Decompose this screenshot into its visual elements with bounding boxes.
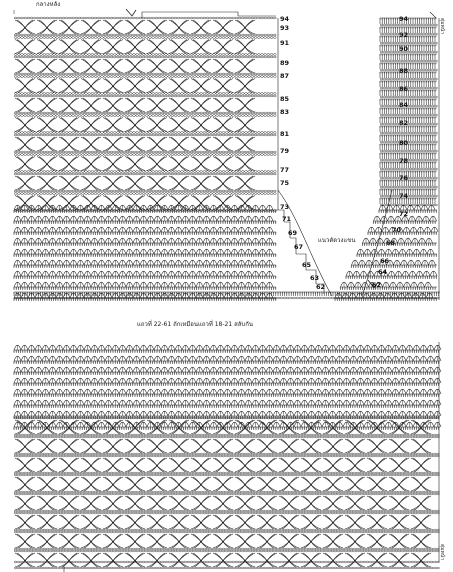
dc-row (340, 287, 437, 290)
chain-row (14, 434, 439, 436)
arch-row (14, 238, 273, 243)
chain-row (380, 33, 437, 35)
row-number-right: 66 (380, 257, 390, 265)
chain-row (14, 531, 439, 533)
row-number-right: 84 (399, 101, 409, 109)
dc-row (13, 232, 276, 235)
dc-row (13, 372, 440, 375)
dc-row (345, 276, 437, 279)
chain-row (14, 154, 276, 156)
dc-row (379, 63, 437, 69)
dc-row (379, 144, 437, 150)
dc-row (379, 54, 437, 60)
row-number-left: 79 (280, 147, 290, 155)
arch-row (363, 238, 433, 243)
arch-row (14, 216, 273, 221)
dc-row (13, 221, 276, 224)
chain-row (380, 132, 437, 134)
dc-row (373, 221, 437, 224)
cross-row (15, 79, 255, 93)
chain-row (14, 76, 276, 78)
cross-row (15, 196, 255, 210)
chain-row (380, 168, 437, 170)
chain-row (380, 105, 437, 107)
chain-row (380, 78, 437, 80)
dc-row (379, 108, 437, 114)
chain-row (14, 151, 276, 153)
row-number-left: 71 (282, 215, 292, 223)
dc-row (351, 265, 437, 268)
row-number-left: 89 (280, 59, 290, 67)
row-number-left: 63 (310, 274, 320, 282)
cross-row (15, 534, 431, 548)
dc-row (13, 243, 276, 246)
row-number-right: 94 (399, 15, 409, 23)
chain-row (14, 548, 439, 550)
chain-row (14, 510, 439, 512)
arch-row (14, 389, 441, 394)
cross-row (15, 20, 255, 34)
arch-row (14, 367, 441, 372)
center-back-label: กลางหลัง (36, 1, 61, 8)
chain-row (14, 550, 439, 552)
chain-row (380, 87, 437, 89)
row-number-left: 77 (280, 166, 290, 174)
row-number-left: 85 (280, 95, 290, 103)
chain-row (14, 436, 439, 438)
row-number-left: 67 (294, 243, 304, 251)
dc-row (379, 90, 437, 96)
neck-edge-line (430, 12, 436, 18)
row-number-left: 87 (280, 72, 290, 80)
dc-row (379, 99, 437, 105)
chain-row (14, 112, 276, 114)
chain-row (14, 134, 276, 136)
row-number-left: 83 (280, 108, 290, 116)
dc-row (379, 180, 437, 186)
chain-row (380, 141, 437, 143)
chain-row (14, 115, 276, 117)
armhole-line-label: แนวตัดวงแขน (318, 237, 356, 244)
chain-row (14, 455, 439, 457)
dc-row (367, 232, 437, 235)
chain-row (380, 60, 437, 62)
row-number-right: 92 (399, 31, 409, 39)
row-number-left: 94 (280, 15, 290, 23)
dc-row (379, 81, 437, 87)
chain-row (14, 73, 276, 75)
arch-row (341, 282, 432, 287)
chain-row (380, 69, 437, 71)
dc-row (13, 350, 440, 353)
cross-row (15, 553, 431, 567)
side-label-top: ตุ่มหน้า (439, 18, 445, 35)
row-number-right: 78 (399, 157, 409, 165)
dc-row (379, 153, 437, 159)
chain-row (14, 54, 276, 56)
dc-row (379, 15, 437, 24)
row-number-left: 73 (280, 203, 290, 211)
chain-row (14, 95, 276, 97)
arch-row (14, 260, 273, 265)
cross-row (15, 137, 255, 151)
chain-row (380, 24, 437, 26)
cross-row (15, 176, 255, 190)
row-number-right: 76 (399, 174, 409, 182)
row-number-right: 80 (399, 139, 409, 147)
chain-row (14, 34, 276, 36)
chain-row (14, 17, 276, 19)
side-label-bottom: ตุ่มหน้า (439, 544, 445, 561)
arch-row (14, 422, 441, 427)
cross-row (15, 157, 255, 171)
dc-row (13, 276, 276, 279)
chain-row (14, 491, 439, 493)
arch-row (352, 257, 436, 265)
row-number-right: 74 (399, 192, 409, 200)
row-number-right: 68 (386, 239, 396, 247)
cross-row (15, 477, 431, 491)
cross-row (15, 40, 255, 54)
chain-row (14, 171, 276, 173)
row-number-right: 62 (372, 281, 382, 289)
row-number-right: 86 (399, 85, 409, 93)
chain-row (14, 453, 439, 455)
chain-row (14, 173, 276, 175)
row-number-left: 75 (280, 179, 290, 187)
arch-row (346, 268, 437, 276)
chain-row (14, 56, 276, 58)
cross-row (15, 458, 431, 472)
chain-row (380, 186, 437, 188)
dc-row (379, 36, 437, 42)
dc-row (362, 243, 437, 246)
chain-row (14, 529, 439, 531)
row-number-right: 82 (399, 119, 409, 127)
chain-row (14, 474, 439, 476)
chain-row (380, 195, 437, 197)
chain-row (14, 493, 439, 495)
arch-row (14, 345, 441, 350)
dc-row (13, 361, 440, 364)
cross-row (15, 439, 431, 453)
row-number-right: 72 (399, 210, 409, 218)
row-number-left: 69 (288, 229, 298, 237)
cross-row (15, 59, 255, 73)
arch-row (14, 249, 273, 254)
arch-row (14, 271, 273, 276)
cross-row (15, 118, 255, 132)
repeat-note: แถวที่ 22-61 ถักเหมือนแถวที่ 18-21 สลับกัน (137, 321, 253, 328)
dc-row (379, 198, 437, 204)
dc-row (379, 27, 437, 33)
cross-row (15, 496, 431, 510)
chain-row (14, 472, 439, 474)
arch-row (14, 282, 273, 287)
chain-row (380, 177, 437, 179)
chain-row (14, 93, 276, 95)
chain-row (14, 37, 276, 39)
row-number-left: 65 (302, 261, 312, 269)
dc-row (13, 254, 276, 257)
row-number-right: 64 (378, 268, 388, 276)
chain-row (14, 190, 276, 192)
dc-row (13, 287, 276, 290)
dc-row (379, 135, 437, 141)
dc-row (13, 394, 440, 397)
chain-row (380, 150, 437, 152)
chain-row (14, 512, 439, 514)
dc-row (13, 383, 440, 386)
chain-row (380, 123, 437, 125)
dc-row (379, 189, 437, 195)
arch-row (368, 227, 438, 232)
row-number-right: 88 (399, 67, 409, 75)
dc-row (13, 405, 440, 408)
dc-row (379, 126, 437, 132)
chain-row (380, 42, 437, 44)
cross-row (15, 98, 255, 112)
row-number-left: 91 (280, 39, 290, 47)
row-number-right: 90 (399, 45, 409, 53)
dc-row (379, 171, 437, 177)
chain-row (14, 132, 276, 134)
chain-row (14, 567, 439, 569)
arch-row (14, 378, 441, 383)
row-number-right: 70 (392, 226, 402, 234)
cross-row (15, 515, 431, 529)
dc-row (379, 72, 437, 78)
row-number-left: 93 (280, 24, 290, 32)
chain-row (380, 114, 437, 116)
arch-row (14, 411, 441, 416)
arch-row (14, 400, 441, 405)
arch-row (14, 356, 441, 361)
arch-row (357, 249, 434, 254)
marker-arrow-icon (126, 9, 136, 16)
dc-row (379, 162, 437, 168)
arch-row (14, 227, 273, 232)
row-number-left: 62 (316, 283, 326, 291)
dc-row (356, 254, 437, 257)
dc-row (379, 117, 437, 123)
chain-row (380, 159, 437, 161)
chain-row (14, 193, 276, 195)
row-number-left: 81 (280, 130, 290, 138)
dc-row (379, 45, 437, 51)
dc-row (13, 265, 276, 268)
chain-row (380, 51, 437, 53)
chain-row (380, 96, 437, 98)
